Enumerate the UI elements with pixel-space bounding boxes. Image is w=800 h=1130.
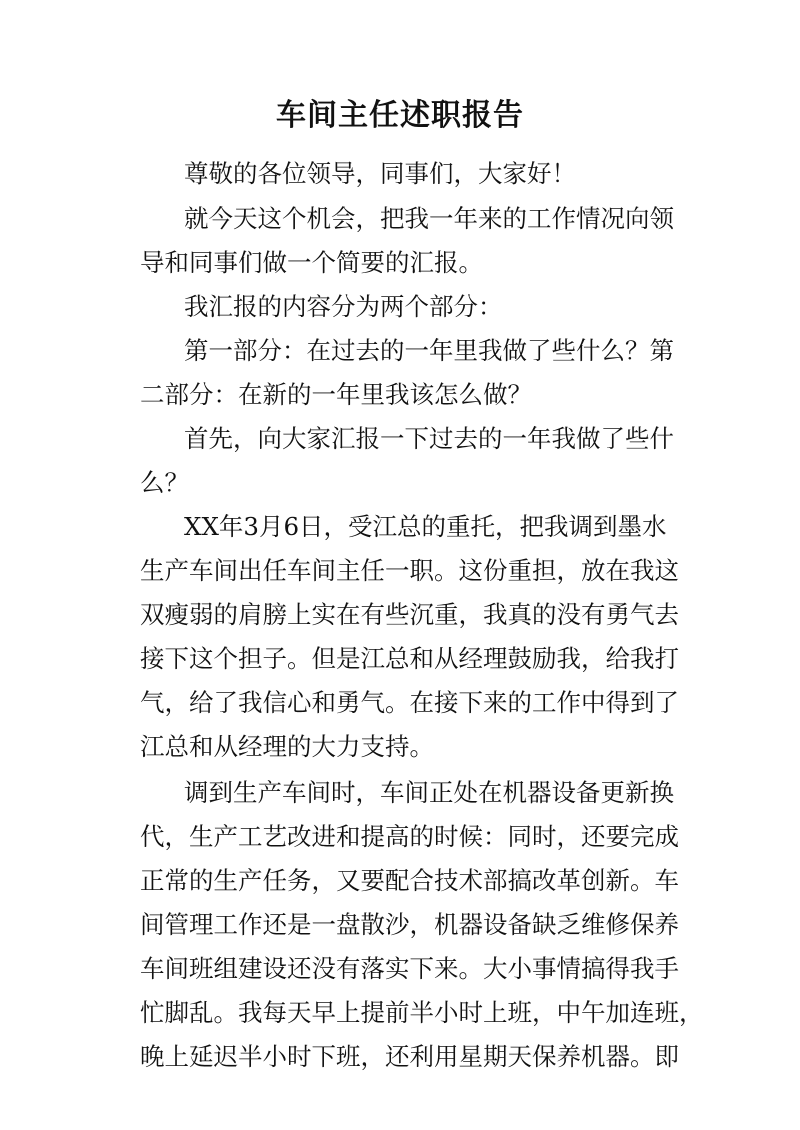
greeting-line: 尊敬的各位领导，同事们，大家好！ (184, 159, 576, 188)
paragraph-line: 江总和从经理的大力支持。 (140, 732, 434, 761)
paragraph-line: 二部分：在新的一年里我该怎么做？ (140, 380, 532, 409)
paragraph-line: 晚上延迟半小时下班，还利用星期天保养机器。即 (140, 1042, 679, 1071)
paragraph-line: XX年3月6日，受江总的重托，把我调到墨水 (184, 512, 667, 541)
paragraph-line: 我汇报的内容分为两个部分： (184, 292, 503, 321)
paragraph-line: 生产车间出任车间主任一职。这份重担，放在我这 (140, 556, 679, 585)
paragraph-line: 正常的生产任务，又要配合技术部搞改革创新。车 (140, 866, 679, 895)
document-title: 车间主任述职报告 (276, 98, 524, 133)
paragraph-line: 车间班组建设还没有落实下来。大小事情搞得我手 (140, 954, 679, 983)
paragraph-line: 么？ (140, 468, 189, 497)
paragraph-line: 气，给了我信心和勇气。在接下来的工作中得到了 (140, 688, 679, 717)
paragraph-line: 第一部分：在过去的一年里我做了些什么？第 (184, 336, 674, 365)
paragraph-line: 就今天这个机会，把我一年来的工作情况向领 (184, 204, 674, 233)
paragraph-line: 忙脚乱。我每天早上提前半小时上班，中午加连班， (140, 998, 704, 1027)
paragraph-line: 间管理工作还是一盘散沙，机器设备缺乏维修保养 (140, 910, 679, 939)
paragraph-line: 接下这个担子。但是江总和从经理鼓励我，给我打 (140, 644, 679, 673)
paragraph-line: 双瘦弱的肩膀上实在有些沉重，我真的没有勇气去 (140, 600, 679, 629)
paragraph-line: 首先，向大家汇报一下过去的一年我做了些什 (184, 424, 674, 453)
paragraph-line: 导和同事们做一个简要的汇报。 (140, 248, 483, 277)
paragraph-line: 代，生产工艺改进和提高的时候：同时，还要完成 (140, 822, 679, 851)
paragraph-line: 调到生产车间时，车间正处在机器设备更新换 (184, 778, 674, 807)
